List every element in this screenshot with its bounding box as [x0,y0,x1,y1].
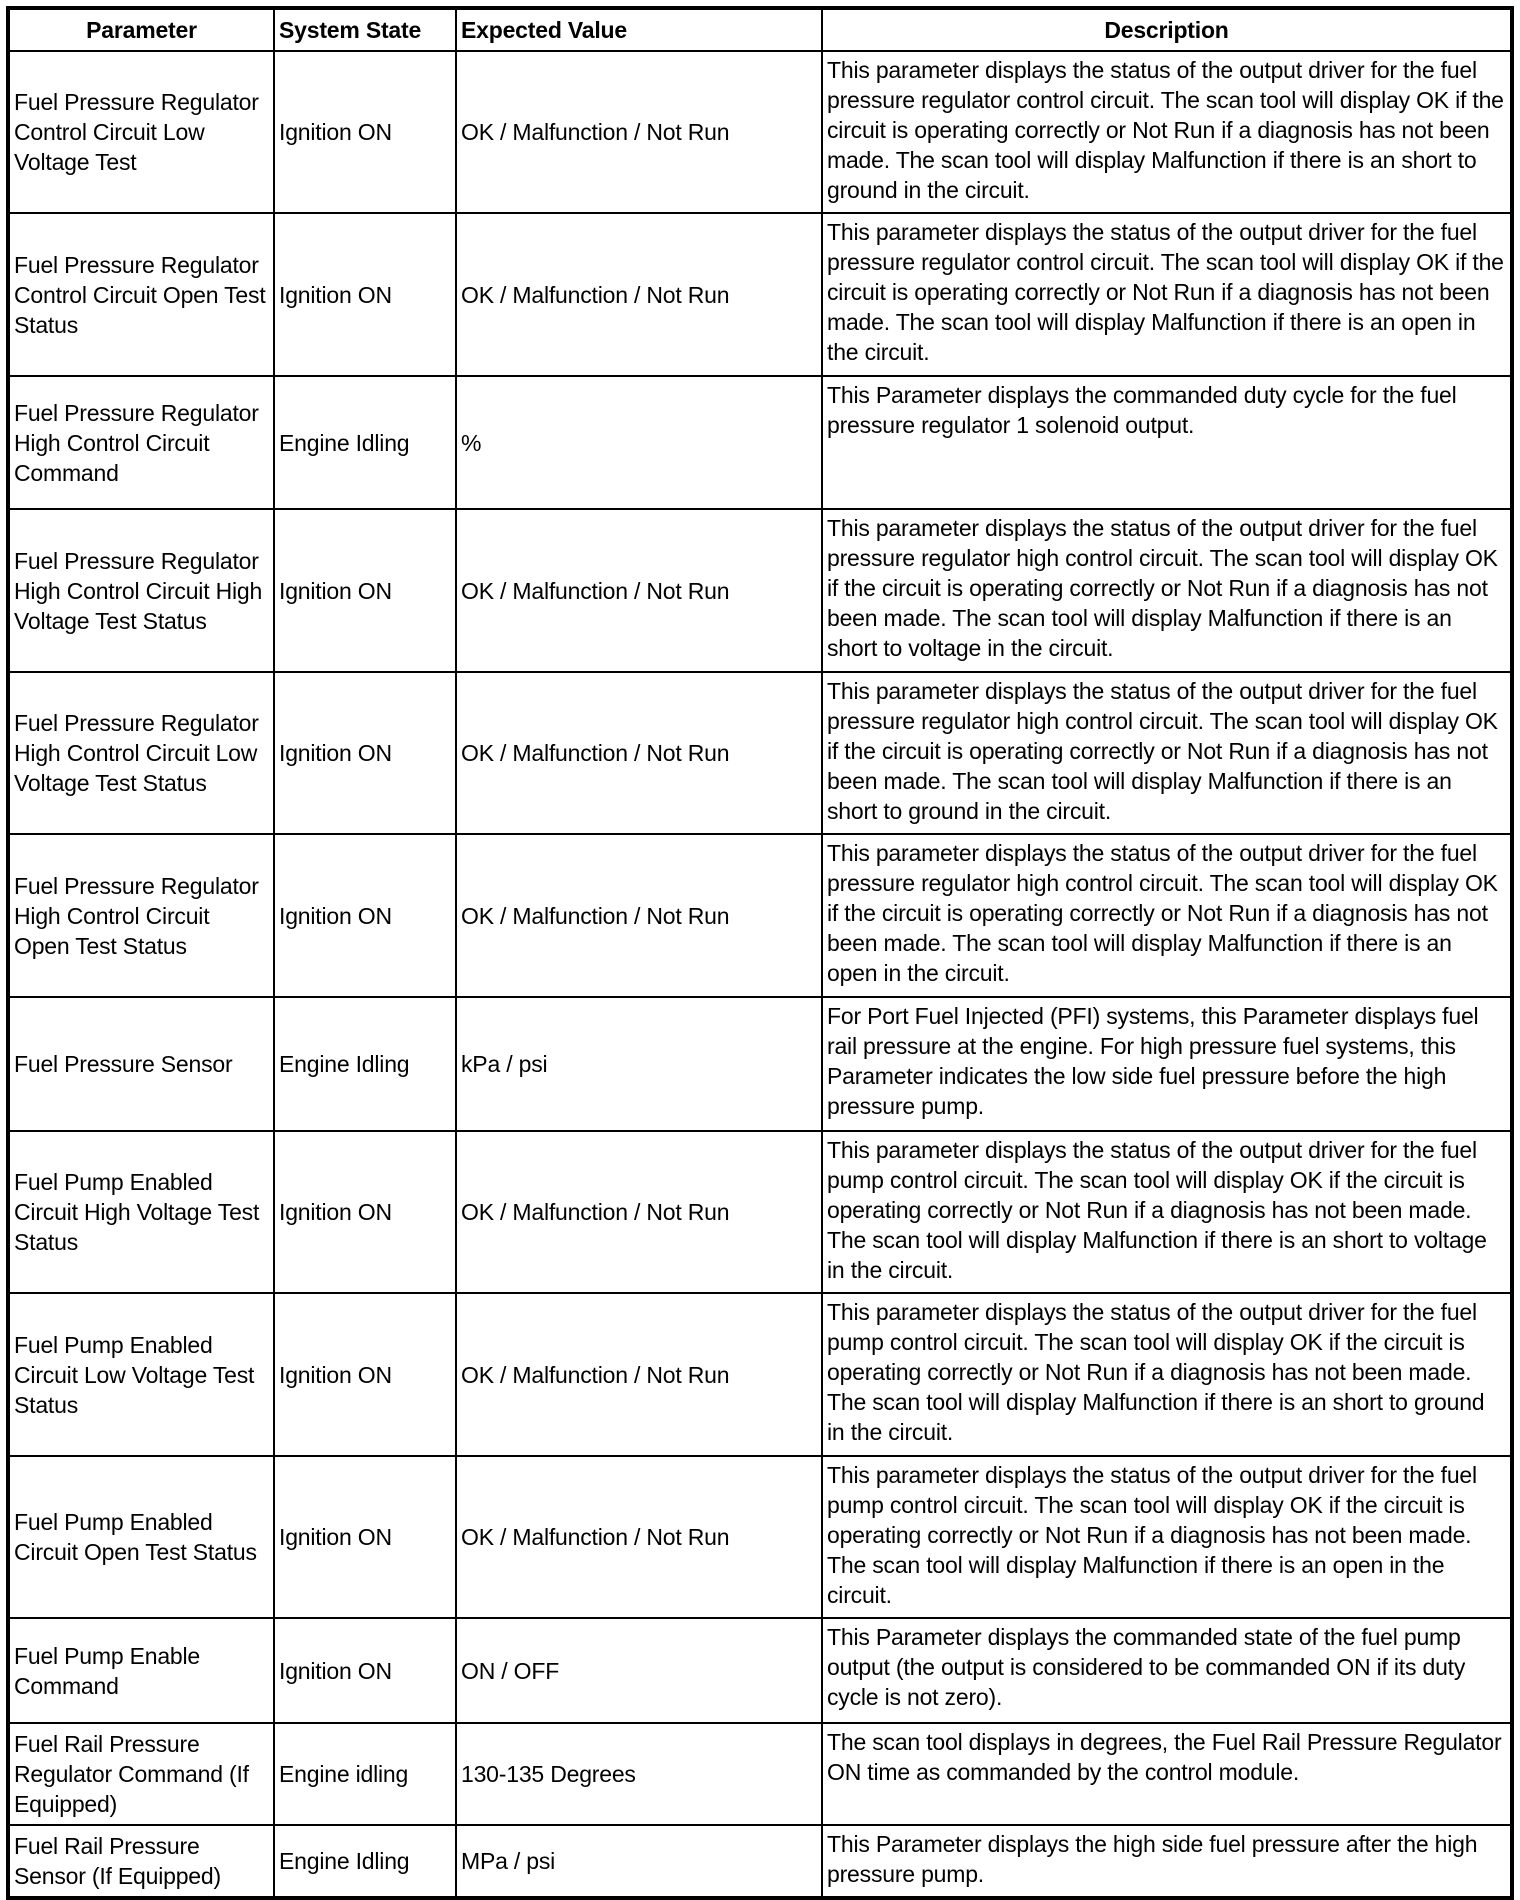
parameter-cell: Fuel Pump Enable Command [8,1618,274,1723]
table-row [8,672,1512,834]
system-state-cell: Ignition ON [274,213,456,376]
header-expected-value: Expected Value [456,8,822,51]
parameter-cell: Fuel Rail Pressure Regulator Command (If Equipped) [8,1723,274,1825]
parameter-cell: Fuel Pressure Regulator High Control Circuit Open Test Status [8,834,274,997]
table-row [8,1723,1512,1825]
table-row [8,51,1512,213]
expected-value-cell: 130-135 Degrees [456,1723,822,1825]
description-cell: This parameter displays the status of the output driver for the fuel pump control circuit. The scan tool will display OK if the circuit is operating correctly or Not Run if a diagnosis has not been made. The scan tool will display Malfunction if there is an short to ground in the circuit. [822,1293,1512,1456]
expected-value-cell: MPa / psi [456,1825,822,1898]
parameter-table [6,6,1514,1900]
table-row [8,1131,1512,1293]
parameter-cell: Fuel Pressure Regulator High Control Circuit Command [8,376,274,509]
table-row [8,376,1512,509]
system-state-cell: Ignition ON [274,1131,456,1293]
expected-value-cell: ON / OFF [456,1618,822,1723]
system-state-cell: Engine Idling [274,376,456,509]
system-state-cell: Ignition ON [274,1293,456,1456]
header-row [8,8,1512,51]
expected-value-cell: OK / Malfunction / Not Run [456,213,822,376]
system-state-cell: Engine Idling [274,997,456,1131]
parameter-cell: Fuel Pressure Regulator Control Circuit Open Test Status [8,213,274,376]
description-cell: This parameter displays the status of the output driver for the fuel pump control circuit. The scan tool will display OK if the circuit is operating correctly or Not Run if a diagnosis has not been made. The scan tool will display Malfunction if there is an open in the circuit. [822,1456,1512,1618]
system-state-cell: Ignition ON [274,509,456,672]
table-row [8,1618,1512,1723]
expected-value-cell: OK / Malfunction / Not Run [456,1456,822,1618]
parameter-cell: Fuel Rail Pressure Sensor (If Equipped) [8,1825,274,1898]
expected-value-cell: OK / Malfunction / Not Run [456,834,822,997]
description-cell: The scan tool displays in degrees, the Fuel Rail Pressure Regulator ON time as commanded by the control module. [822,1723,1512,1825]
parameter-cell: Fuel Pump Enabled Circuit Open Test Status [8,1456,274,1618]
table-row [8,1825,1512,1898]
table-row [8,1293,1512,1456]
description-cell: For Port Fuel Injected (PFI) systems, this Parameter displays fuel rail pressure at the engine. For high pressure fuel systems, this Parameter indicates the low side fuel pressure before the high pressure pump. [822,997,1512,1131]
description-cell: This parameter displays the status of the output driver for the fuel pressure regulator high control circuit. The scan tool will display OK if the circuit is operating correctly or Not Run if a diagnosis has not been made. The scan tool will display Malfunction if there is an short to ground in the circuit. [822,672,1512,834]
table-row [8,997,1512,1131]
header-system-state: System State [274,8,456,51]
expected-value-cell: OK / Malfunction / Not Run [456,1293,822,1456]
expected-value-cell: OK / Malfunction / Not Run [456,509,822,672]
expected-value-cell: % [456,376,822,509]
system-state-cell: Engine idling [274,1723,456,1825]
header-description: Description [822,8,1512,51]
system-state-cell: Ignition ON [274,51,456,213]
description-cell: This parameter displays the status of the output driver for the fuel pressure regulator control circuit. The scan tool will display OK if the circuit is operating correctly or Not Run if a diagnosis has not been made. The scan tool will display Malfunction if there is an short to ground in the circuit. [822,51,1512,213]
description-cell: This Parameter displays the commanded duty cycle for the fuel pressure regulator 1 solenoid output. [822,376,1512,509]
table-row [8,1456,1512,1618]
system-state-cell: Ignition ON [274,834,456,997]
parameter-cell: Fuel Pressure Regulator Control Circuit Low Voltage Test [8,51,274,213]
header-parameter: Parameter [8,8,274,51]
table-row [8,213,1512,376]
expected-value-cell: OK / Malfunction / Not Run [456,51,822,213]
description-cell: This parameter displays the status of the output driver for the fuel pressure regulator high control circuit. The scan tool will display OK if the circuit is operating correctly or Not Run if a diagnosis has not been made. The scan tool will display Malfunction if there is an short to voltage in the circuit. [822,509,1512,672]
description-cell: This parameter displays the status of the output driver for the fuel pressure regulator high control circuit. The scan tool will display OK if the circuit is operating correctly or Not Run if a diagnosis has not been made. The scan tool will display Malfunction if there is an open in the circuit. [822,834,1512,997]
description-cell: This parameter displays the status of the output driver for the fuel pressure regulator control circuit. The scan tool will display OK if the circuit is operating correctly or Not Run if a diagnosis has not been made. The scan tool will display Malfunction if there is an open in the circuit. [822,213,1512,376]
parameter-cell: Fuel Pump Enabled Circuit High Voltage Test Status [8,1131,274,1293]
expected-value-cell: OK / Malfunction / Not Run [456,1131,822,1293]
parameter-cell: Fuel Pressure Regulator High Control Circuit Low Voltage Test Status [8,672,274,834]
expected-value-cell: kPa / psi [456,997,822,1131]
table-row [8,509,1512,672]
system-state-cell: Ignition ON [274,1618,456,1723]
system-state-cell: Engine Idling [274,1825,456,1898]
description-cell: This Parameter displays the commanded state of the fuel pump output (the output is considered to be commanded ON if its duty cycle is not zero). [822,1618,1512,1723]
parameter-cell: Fuel Pressure Regulator High Control Circuit High Voltage Test Status [8,509,274,672]
system-state-cell: Ignition ON [274,672,456,834]
expected-value-cell: OK / Malfunction / Not Run [456,672,822,834]
table-row [8,834,1512,997]
description-cell: This parameter displays the status of the output driver for the fuel pump control circuit. The scan tool will display OK if the circuit is operating correctly or Not Run if a diagnosis has not been made. The scan tool will display Malfunction if there is an short to voltage in the circuit. [822,1131,1512,1293]
parameter-cell: Fuel Pressure Sensor [8,997,274,1131]
parameter-cell: Fuel Pump Enabled Circuit Low Voltage Test Status [8,1293,274,1456]
description-cell: This Parameter displays the high side fuel pressure after the high pressure pump. [822,1825,1512,1898]
system-state-cell: Ignition ON [274,1456,456,1618]
